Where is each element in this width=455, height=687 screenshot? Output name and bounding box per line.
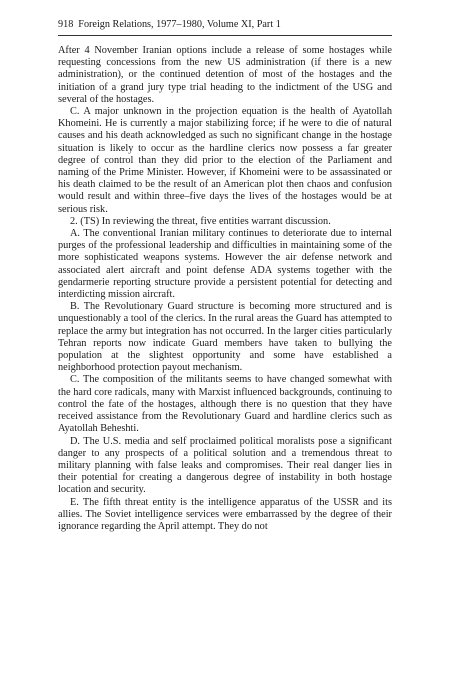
running-head <box>58 18 392 36</box>
paragraph-options: After 4 November Iranian options include a release of some hostages while requesting concessions from the new US administration (if there is a new administration), or the continued detention of most of the hostages and the initiation of a grand jury type trial heading to the indictment of the USG and several of the hostages. <box>58 45 392 105</box>
paragraph-threat-intro: 2. (TS) In reviewing the threat, five entities warrant discussion. <box>70 215 331 227</box>
paragraph-militants: C. The composition of the militants seems to have changed somewhat with the hard core radicals, many with Marxist influenced backgrounds, continuing to control the fate of the hostages, although there is no question that they have received assistance from the Revolutionary Guard and hardline clerics such as Ayatollah Beheshti. <box>58 374 392 435</box>
page-number: 918 <box>58 19 74 30</box>
paragraph-us-media: D. The U.S. media and self proclaimed political moralists pose a significant danger to any prospects of a political solution and a tremendous threat to military planning with false leaks and compromises. Their real danger lies in their potential for creating a dangerous degree of instability in both hostage location and security. <box>58 435 392 496</box>
paragraph-khomeini-health: C. A major unknown in the projection equation is the health of Ayatollah Khomeini. He is currently a major stabilizing force; if he were to die of natural causes and his death acknowledged as such no significant change in the hostage situation is likely to occur as the hardline clerics now possess a far greater degree of control than they did prior to the election of the Parliament and naming of the Prime Minister. However, if Khomeini were to be assassinated or his death claimed to be the result of an American plot then chaos and confusion would result and within three–five days the lives of the hostages would be at serious risk. <box>58 106 392 215</box>
body-text <box>58 45 392 533</box>
paragraph-conventional-military: A. The conventional Iranian military continues to deteriorate due to internal purges of the professional leadership and difficulties in maintaining some of the more sophisticated weapons systems. However the air defense network and associated alert aircraft and point defense ADA systems together with the gendarmerie reporting structure provide a persistent potential for detecting and interdicting mission aircraft. <box>58 228 392 301</box>
paragraph-revolutionary-guard: B. The Revolutionary Guard structure is becoming more structured and is unquestionably a tool of the clerics. In the rural areas the Guard has attempted to replace the army but integration has not occurred. In the larger cities particularly Tehran reports now indicate Guard members have taken to bullying the population at the slightest opportunity and some have established a neighborhood protection payout mechanism. <box>58 301 392 374</box>
document-page <box>58 18 392 533</box>
running-title: Foreign Relations, 1977–1980, Volume XI, Part 1 <box>78 19 281 30</box>
paragraph-ussr-intelligence: E. The fifth threat entity is the intelligence apparatus of the USSR and its allies. The Soviet intelligence services were embarrassed by the degree of their ignorance regarding the April attempt. They do not <box>58 496 392 532</box>
